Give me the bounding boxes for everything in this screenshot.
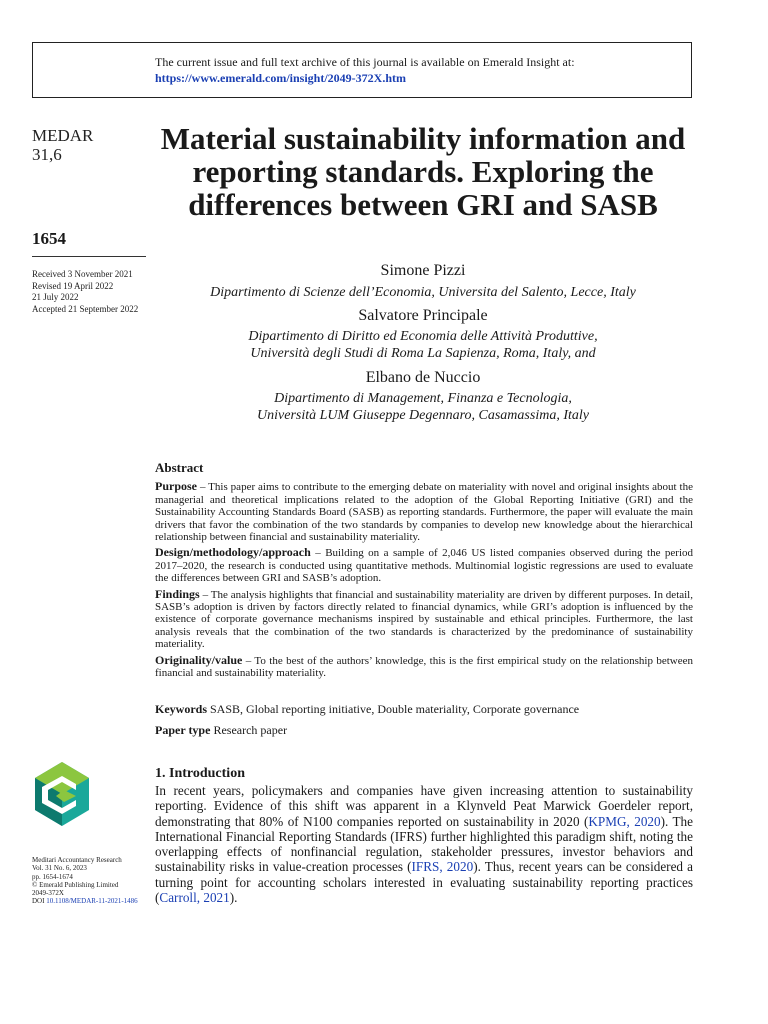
banner-text: The current issue and full text archive of this journal is available on Emerald Insight at: xyxy=(155,55,575,69)
date-revised-2: 21 July 2022 xyxy=(32,292,79,302)
intro-heading: 1. Introduction xyxy=(155,766,245,781)
paper-type-text: Research paper xyxy=(213,723,288,737)
abstract-text: – To the best of the authors’ knowledge, this is the first empirical study on the relationship between financial and sustainability materiality. xyxy=(155,654,693,680)
abstract-label: Originality/value xyxy=(155,652,243,667)
abstract-label: Purpose xyxy=(155,479,197,494)
keywords-text: SASB, Global reporting initiative, Double materiality, Corporate governance xyxy=(210,702,580,716)
abstract-text: – Building on a sample of 2,046 US listed companies observed during the period 2017–2020, the research is conducted using quantitative methods. Multinomial logistic regressions are used to evaluate the differences between GRI and SASB’s adoption. xyxy=(155,547,693,585)
author-name: Simone Pizzi xyxy=(380,262,466,279)
abstract-design xyxy=(155,546,693,584)
intro-text: ). xyxy=(229,890,238,906)
abstract-text: – The analysis highlights that financial and sustainability materiality are driven by different purposes. In detail, SASB’s adoption is driven by factors directly related to financial dynamics, while GRI’s adoption is influenced by the existence of corporate governance mechanisms inspired by sustainable and ethical principles. Furthermore, the last analysis reveals that the combination of the two standards is characterized by the predominance of sustainability materiality. xyxy=(155,588,693,651)
affiliation-line: Dipartimento di Diritto ed Economia delle Attività Produttive, xyxy=(248,329,598,344)
journal-code xyxy=(32,126,93,164)
affiliation-line: Dipartimento di Management, Finanza e Tecnologia, xyxy=(274,391,572,406)
abstract-purpose xyxy=(155,480,693,543)
imprint-volume: Vol. 31 No. 6, 2023 xyxy=(32,864,87,873)
doi-label: DOI xyxy=(32,897,45,906)
affiliation-line: Dipartimento di Scienze dell’Economia, Universita del Salento, Lecce, Italy xyxy=(210,285,636,300)
journal-volume: 31,6 xyxy=(32,145,62,164)
imprint xyxy=(32,856,138,906)
intro-text: In recent years, policymakers and companies have given increasing attention to sustainability reporting. Evidence of this shift was apparent in a Klynveld Peat Marwick Goerdeler report, demonstrating that 80% of N100 companies reported on sustainability in 2020 ( xyxy=(155,783,693,829)
page-number: 1654 xyxy=(32,229,66,248)
intro-text: ). Thus, recent years can be considered a turning point for accounting scholars interested in evaluating sustainability reporting practices ( xyxy=(155,859,693,906)
date-accepted: Accepted 21 September 2022 xyxy=(32,303,139,314)
keywords xyxy=(155,702,693,717)
imprint-journal: Meditari Accountancy Research xyxy=(32,856,122,864)
paper-type-label: Paper type xyxy=(155,723,211,737)
imprint-doi xyxy=(32,897,138,905)
banner-url-link[interactable]: https://www.emerald.com/insight/2049-372X.htm xyxy=(155,71,406,85)
author-name: Elbano de Nuccio xyxy=(365,369,481,386)
intro-paragraph xyxy=(155,783,693,905)
introduction-section xyxy=(155,766,693,905)
abstract-findings xyxy=(155,588,693,651)
imprint-issn: 2049-372X xyxy=(32,889,64,898)
date-received: Received 3 November 2021 xyxy=(32,269,133,279)
received-dates xyxy=(32,269,138,315)
author-affiliation xyxy=(150,284,696,301)
author-affiliation xyxy=(150,390,696,424)
journal-abbrev: MEDAR xyxy=(32,126,94,145)
imprint-copyright: © Emerald Publishing Limited xyxy=(32,880,119,889)
doi-link[interactable]: 10.1108/MEDAR-11-2021-1486 xyxy=(46,897,138,906)
page-number-rule xyxy=(32,256,146,257)
abstract-label: Findings xyxy=(155,586,200,601)
author-affiliation xyxy=(150,328,696,362)
journal-banner xyxy=(32,42,692,98)
affiliation-line: Università LUM Giuseppe Degennaro, Casamassima, Italy xyxy=(257,408,589,423)
abstract-heading: Abstract xyxy=(155,460,204,475)
abstract xyxy=(155,462,693,683)
emerald-logo-icon xyxy=(32,760,92,830)
affiliation-line: Università degli Studi di Roma La Sapienza, Roma, Italy, and xyxy=(250,346,596,361)
abstract-label: Design/methodology/approach xyxy=(155,545,311,560)
citation-link[interactable]: Carroll, 2021 xyxy=(159,890,230,906)
abstract-originality xyxy=(155,654,693,680)
date-revised: Revised 19 April 2022 xyxy=(32,280,114,291)
author-name: Salvatore Principale xyxy=(358,307,488,324)
imprint-pages: pp. 1654-1674 xyxy=(32,872,73,881)
abstract-text: – This paper aims to contribute to the emerging debate on materiality with novel and original insights about the managerial and theoretical implications related to the adoption of the Global Reporting Initiative (GRI) and the Sustainability Accounting Standards Board (SASB) as reporting standards. Furthermore, the paper will evaluate the main drivers that favor the combination of the two standards by companies to develop new knowledge about the hierarchical relationship between financial and sustainability materiality. xyxy=(155,481,693,544)
paper-title: Material sustainability information and reporting standards. Exploring the differences between GRI and SASB xyxy=(160,121,686,222)
intro-text: ). The International Financial Reporting Standards (IFRS) further highlighted this paradigm shift, noting the overlapping effects of nonfinancial regulation, stakeholder pressures, investor behaviors and sustainability risks in value-creation processes ( xyxy=(155,813,694,875)
keywords-label: Keywords xyxy=(155,702,207,716)
citation-link[interactable]: IFRS, 2020 xyxy=(411,859,474,875)
citation-link[interactable]: KPMG, 2020 xyxy=(588,813,661,829)
paper-type xyxy=(155,723,693,738)
